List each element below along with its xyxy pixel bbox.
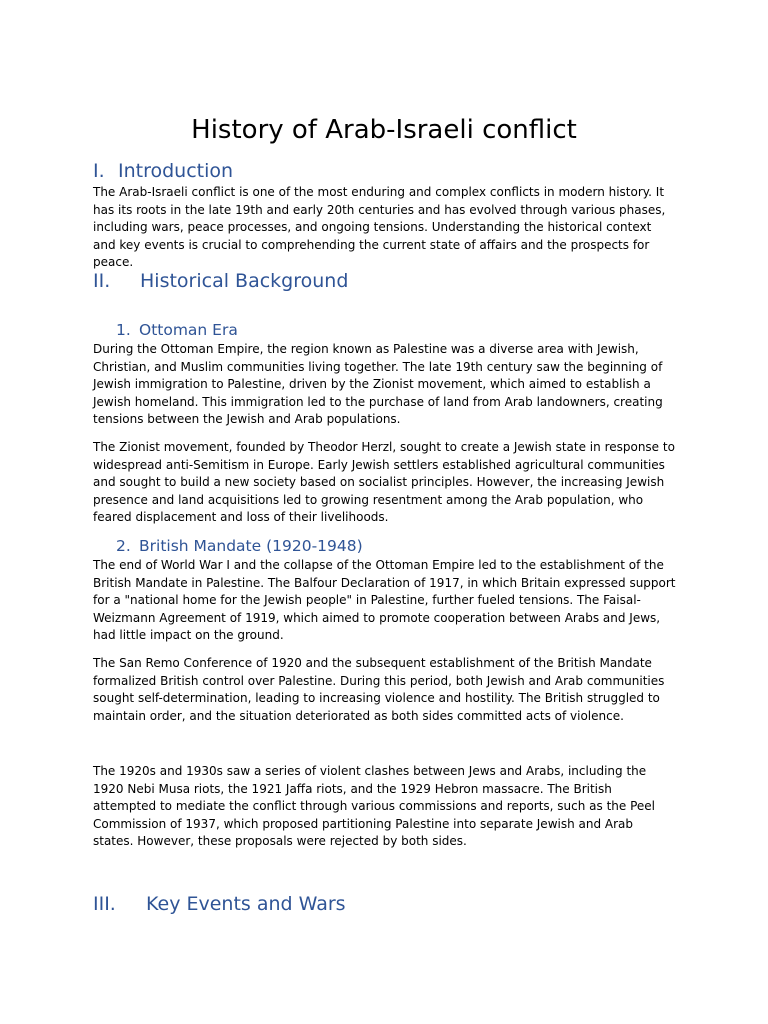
section-number: III. (93, 893, 116, 915)
subsection-heading-ottoman-era (116, 319, 238, 341)
section-number: I. (93, 160, 105, 182)
section-title: Introduction (118, 160, 234, 182)
section-heading-introduction (93, 158, 233, 184)
section-title: Key Events and Wars (146, 893, 346, 915)
document-title: History of Arab-Israeli conflict (191, 115, 577, 145)
paragraph: The San Remo Conference of 1920 and the subsequent establishment of the British Mandate formalized British control over Palestine. During this period, both Jewish and Arab communities sought self-determination, leading to increasing violence and hostility. The British struggled to maintain order, and the situation deteriorated as both sides committed acts of violence. (93, 656, 665, 723)
subsection-number: 1. (116, 321, 131, 339)
subsection-heading-british-mandate (116, 535, 363, 557)
paragraph: The Arab-Israeli conflict is one of the most enduring and complex conflicts in modern history. It has its roots in the late 19th and early 20th centuries and has evolved through various phases, including wars, peace processes, and ongoing tensions. Understanding the historical context and key events is crucial to comprehending the current state of affairs and the prospects for peace. (93, 185, 666, 270)
subsection-number: 2. (116, 537, 131, 555)
section-title: Historical Background (140, 270, 349, 292)
paragraph: During the Ottoman Empire, the region known as Palestine was a diverse area with Jewish, Christian, and Muslim communities living together. The late 19th century saw the beginning of Jewish immigration to Palestine, driven by the Zionist movement, which aimed to establish a Jewish homeland. This immigration led to the purchase of land from Arab landowners, creating tensions between the Jewish and Arab populations. (93, 342, 663, 427)
paragraph: The Zionist movement, founded by Theodor Herzl, sought to create a Jewish state in response to widespread anti-Semitism in Europe. Early Jewish settlers established agricultural communities and sought to build a new society based on socialist principles. However, the increasing Jewish presence and land acquisitions led to growing resentment among the Arab population, who feared displacement and loss of their livelihoods. (93, 440, 675, 525)
subsection-title: Ottoman Era (139, 321, 238, 339)
paragraph: The 1920s and 1930s saw a series of violent clashes between Jews and Arabs, including the 1920 Nebi Musa riots, the 1921 Jaffa riots, and the 1929 Hebron massacre. The British attempted to mediate the conflict through various commissions and reports, such as the Peel Commission of 1937, which proposed partitioning Palestine into separate Jewish and Arab states. However, these proposals were rejected by both sides. (93, 764, 656, 849)
section-heading-key-events (93, 891, 346, 917)
section-number: II. (93, 270, 111, 292)
paragraph: The end of World War I and the collapse of the Ottoman Empire led to the establishment of the British Mandate in Palestine. The Balfour Declaration of 1917, in which Britain expressed support for a "national home for the Jewish people" in Palestine, further fueled tensions. The Faisal-Weizmann Agreement of 1919, which aimed to promote cooperation between Arabs and Jews, had little impact on the ground. (93, 558, 676, 643)
section-heading-historical-background (93, 268, 348, 294)
subsection-title: British Mandate (1920-1948) (139, 537, 363, 555)
